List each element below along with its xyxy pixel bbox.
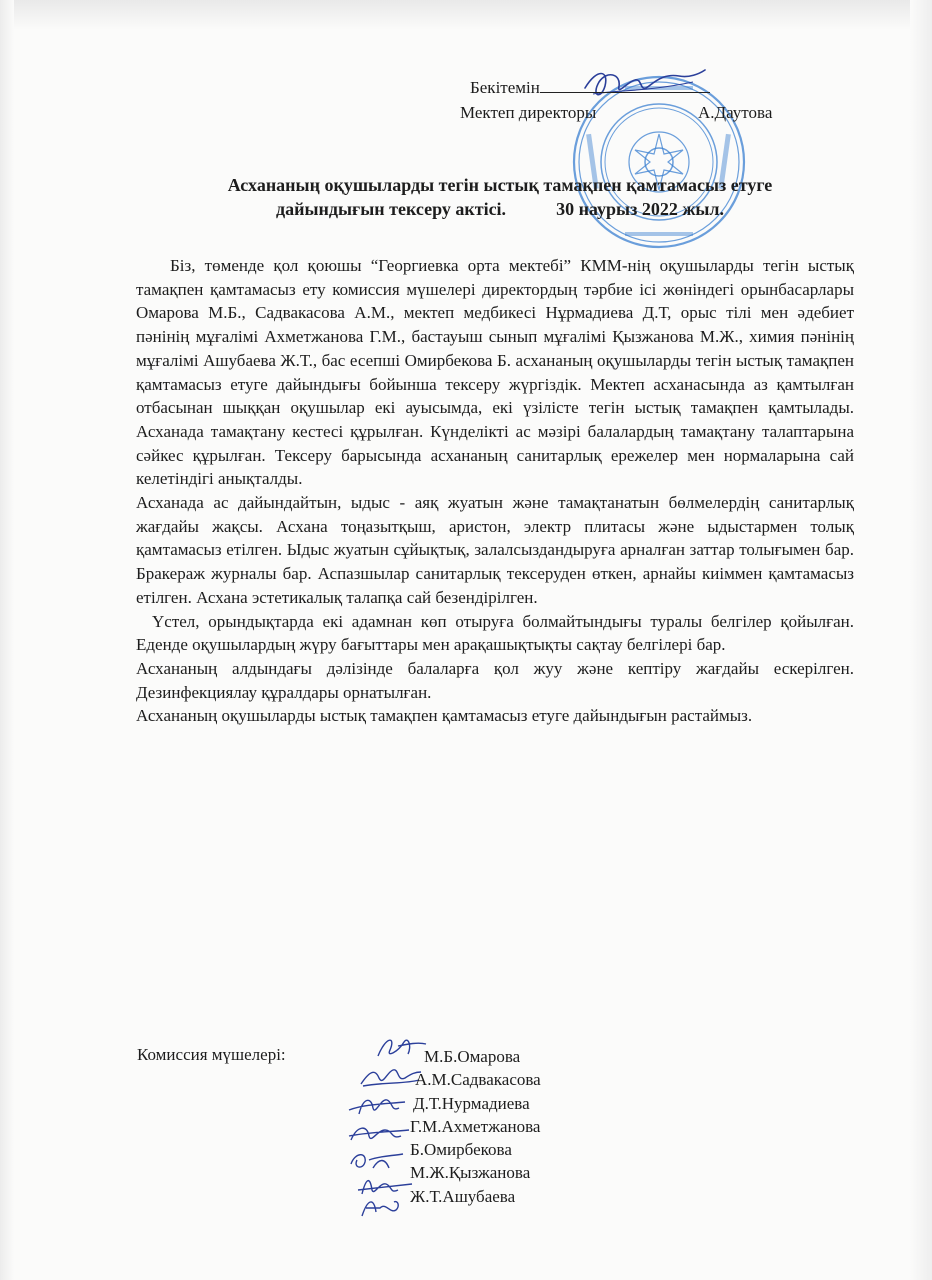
paragraph-3: Үстел, орындықтарда екі адамнан көп отыруға болмайтындығы туралы белгілер қойылған. Еденде оқушылардың жүру бағыттары мен арақашықтықты сақтау белгілері бар. — [136, 611, 854, 655]
scan-edge-left — [0, 0, 14, 1280]
member-name: Ж.Т.Ашубаева — [410, 1186, 516, 1206]
member-signature-3 — [345, 1090, 415, 1120]
paragraph-4: Асхананың алдындағы дәлізінде балаларға қол жуу және кептіру жағдайы ескерілген. Дезинфекциялау құралдары орнатылған. — [136, 658, 854, 702]
document-body — [136, 254, 854, 728]
title-line-1: Асхананың оқушыларды тегін ыстық тамақпен қамтамасыз етуге — [227, 175, 773, 195]
paragraph-1: Біз, төменде қол қоюшы “Георгиевка орта мектебі” КММ-нің оқушыларды тегін ыстық тамақпен қамтамасыз ету комиссия мүшелері директордың тәрбие ісі жөніндегі орынбасарлары Омарова М.Б., Садвакасова А.М., мектеп медбикесі Нұрмадиева Д.Т, орыс тілі мен әдебиет пәнінің мұғалімі Ахметжанова Г.М., бастауыш сынып мұғалімі Қызжанова М.Ж., химия пәнінің мұғалімі Ашубаева Ж.Т., бас есепші Омирбекова Б. асхананың оқушыларды тегін ыстық тамақпен қамтамасыз етуге дайындығы бойынша тексеру жүргіздік. Мектеп асханасында аз қамтылған отбасынан шыққан оқушылар екі ауысымда, екі үзілісте тегін ыстық тамақпен қамтылады. Асханада тамақтану кестесі құрылған. Күнделікті ас мәзірі балалардың тамақтану талаптарына сәйкес құрылған. Тексеру барысында асхананың санитарлық ережелер мен нормаларына сай келетіндігі анықталды. — [136, 256, 854, 489]
paragraph-5: Асхананың оқушыларды ыстық тамақпен қамтамасыз етуге дайындығын растаймыз. — [136, 706, 753, 726]
member-name: М.Ж.Қызжанова — [410, 1163, 531, 1183]
member-name: А.М.Садвакасова — [415, 1070, 541, 1090]
paragraph-2: Асханада ас дайындайтын, ыдыс - аяқ жуатын және тамақтанатын бөлмелердің санитарлық жағдайы жақсы. Асхана тоңазытқыш, аристон, электр плитасы және ыдыстармен толық қамтамасыз етілген. Ыдыс жуатын сұйықтық, залалсыздандыруға арналған заттар толығымен бар. Бракераж журналы бар. Аспазшылар санитарлық тексеруден өткен, арнайы киіммен қамтамасыз етілген. Асхана эстетикалық талапқа сай безендірілген. — [136, 493, 854, 607]
member-name: Б.Омирбекова — [410, 1140, 512, 1160]
document-title — [140, 173, 860, 221]
member-name: Г.М.Ахметжанова — [410, 1116, 541, 1136]
director-title: Мектеп директоры — [460, 103, 597, 122]
director-name: А.Даутова — [698, 103, 773, 122]
commission-label: Комиссия мүшелері: — [137, 1045, 286, 1064]
commission-members — [410, 1045, 541, 1208]
signature-line — [540, 76, 710, 93]
member-name: М.Б.Омарова — [424, 1047, 521, 1066]
member-name: Д.Т.Нурмадиева — [413, 1093, 530, 1113]
title-line-2: дайындығын тексеру актісі. — [275, 199, 507, 219]
member-signature-4 — [345, 1118, 415, 1148]
document-date: 30 наурыз 2022 жыл. — [556, 199, 725, 219]
approve-label: Бекітемін — [470, 78, 540, 97]
scan-edge-right — [910, 0, 932, 1280]
scan-edge-top — [0, 0, 932, 30]
